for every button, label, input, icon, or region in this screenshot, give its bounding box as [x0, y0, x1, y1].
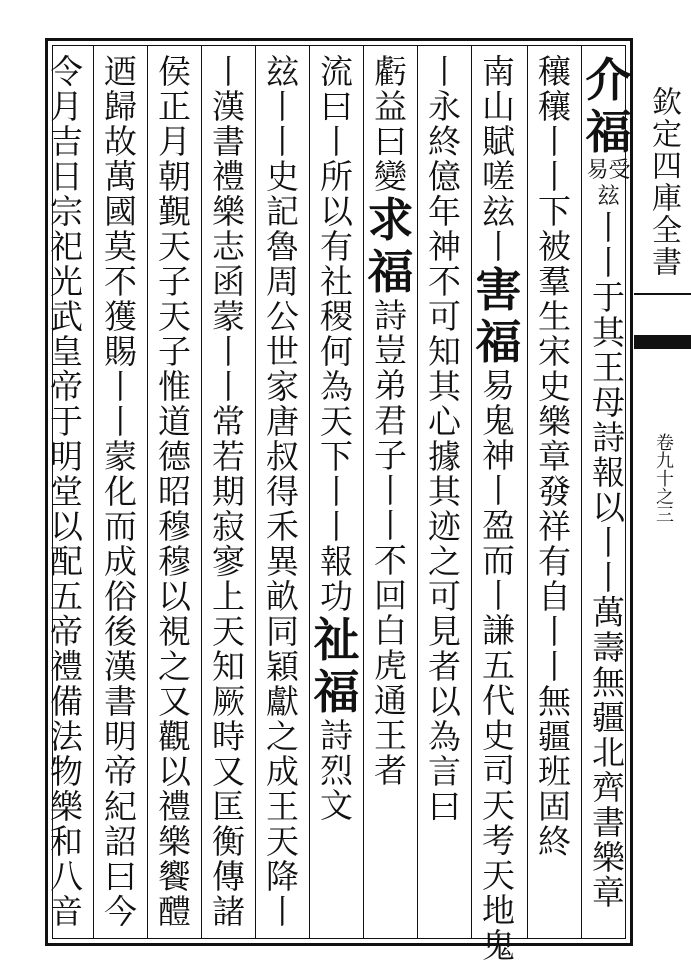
text-column-9: 侯 正 月 朝 覲 天 子 天 子 惟 道 德 昭 穆 穆 以 視 之 又 觀 以 禮 樂 饗 醴: [158, 52, 191, 931]
text-column-7: 玆 丨 丨 史 記 魯 周 公 世 家 唐 叔 得 禾 異 畝 同 穎 獻 之 成 王 天 降 丨: [266, 52, 299, 931]
text-column-3: 南 山 賦 嗟 玆 丨 害 福 易 鬼 神 丨 盈 而 丨 謙 五 代 史 司 天 考 天 地 鬼: [475, 52, 522, 965]
book-title: 欽定四庫全書: [646, 86, 681, 278]
column-rule: [309, 46, 310, 938]
text-block: [50, 45, 632, 965]
text-column-2: 穰 穰 丨 丨 下 被 羣 生 宋 史 樂 章 發 祥 有 自 丨 丨 無 疆 班 固 終: [538, 52, 571, 861]
column-rule: [147, 46, 148, 938]
text-column-6: 流 曰 丨 所 以 有 社 稷 何 為 天 下 丨 丨 報 功 祉 福 詩 烈 文: [313, 52, 360, 825]
volume-label: 卷九十之三: [653, 433, 674, 523]
column-rule: [93, 46, 94, 938]
text-column-1: 介 福 易受玆 丨 丨 于 其 王 母 詩 報 以 丨 丨 萬 壽 無 疆 北 齊 書 樂 章: [585, 53, 632, 912]
column-rule: [201, 46, 202, 938]
text-column-5: 虧 益 曰 變 求 福 詩 豈 弟 君 子 丨 丨 不 回 白 虎 通 王 者: [367, 52, 414, 790]
column-rule: [417, 46, 418, 938]
column-rule: [581, 46, 582, 938]
page-frame: [45, 38, 633, 965]
fold-marker: [634, 293, 691, 349]
text-column-11: 令 月 吉 日 宗 祀 光 武 皇 帝 于 明 堂 以 配 五 帝 禮 備 法 物 樂 和 八 音: [50, 52, 83, 931]
text-column-4: 丨 永 終 億 年 神 不 可 知 其 心 據 其 迹 之 可 見 者 以 為 言 曰: [428, 52, 461, 826]
text-column-10: 迺 歸 故 萬 國 莫 不 獲 賜 丨 丨 蒙 化 而 成 俗 後 漢 書 明 帝 紀 詔 曰 今: [104, 52, 137, 931]
column-rule: [255, 46, 256, 938]
column-rule: [471, 46, 472, 938]
page-margin: [634, 38, 691, 946]
column-rule: [527, 46, 528, 938]
column-rule: [363, 46, 364, 938]
text-column-8: 丨 漢 書 禮 樂 志 函 蒙 丨 丨 常 若 期 寂 寥 上 天 知 厥 時 又 匡 衡 傳 諸: [212, 52, 245, 931]
